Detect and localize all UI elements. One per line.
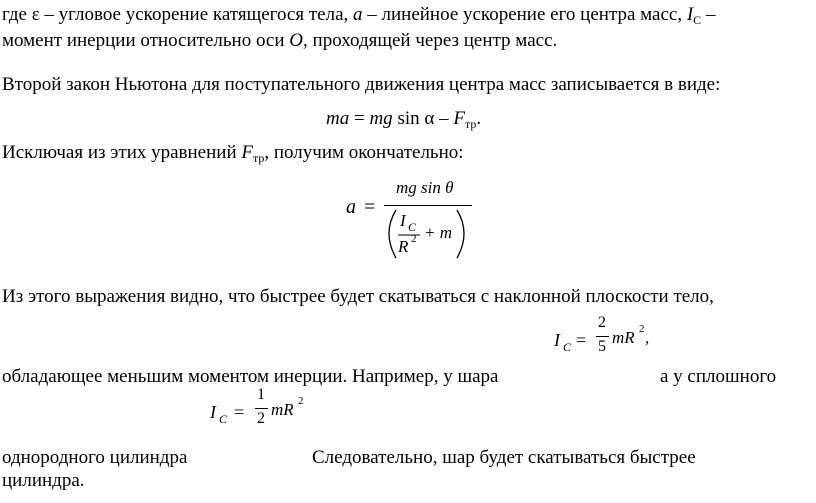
var-F: F [241, 142, 253, 163]
paragraph-sphere-left: обладающее меньшим моментом инерции. Например, у шара [2, 366, 499, 387]
text: момент инерции относительно оси [2, 30, 290, 51]
eq3-sq: 2 [639, 323, 645, 335]
text: , проходящей через центр масс. [303, 30, 558, 51]
eq-tr: тр [464, 117, 477, 131]
paragraph-cylinder-left: однородного цилиндра [2, 447, 188, 468]
var-a: a [353, 4, 363, 25]
eq3-bar [596, 336, 609, 337]
eq3-mR: mR [612, 328, 635, 347]
eq2-equals: = [364, 196, 376, 218]
eq2-C: C [408, 220, 417, 234]
eq4-numerator: 1 [257, 386, 265, 403]
eq4-C: C [219, 412, 228, 426]
eq4-bar [255, 408, 268, 409]
eq-ma: ma [326, 108, 350, 129]
eq3-equals: = [576, 330, 587, 350]
eq2-I: I [400, 211, 406, 230]
paragraph-newton: Второй закон Ньютона для поступательного движения центра масс записывается в виде: [2, 74, 721, 95]
eq3-denominator: 5 [598, 338, 606, 355]
eq3-I: I [554, 330, 560, 350]
eq2-sq: 2 [411, 233, 417, 245]
paragraph-sphere-right: а у сплошного [660, 366, 777, 387]
text: – линейное ускорение его центра масс, [362, 4, 687, 25]
eq3-comma: , [645, 328, 650, 347]
var-I: I [686, 4, 694, 25]
text: – [701, 4, 716, 25]
paragraph-conclusion: Из этого выражения видно, что быстрее будет скатываться с наклонной плоскости тело, [2, 286, 714, 307]
eq2-a: a [346, 196, 356, 218]
equation-acceleration [340, 176, 480, 276]
eq2-plus-m: + m [424, 223, 452, 242]
subscript-tr: тр [252, 151, 265, 165]
eq3-C: C [563, 340, 572, 354]
equation-newton [326, 108, 481, 130]
eq3-numerator: 2 [598, 314, 606, 331]
eq4-sq: 2 [298, 395, 304, 407]
equation-cylinder-inertia [210, 384, 320, 440]
subscript-C: C [693, 13, 702, 27]
text: , получим окончательно: [264, 142, 464, 163]
eq-F: F [453, 108, 465, 129]
var-O: O [289, 30, 304, 51]
eq-sin: sin α – [392, 108, 454, 129]
paragraph-cylinder-right: Следовательно, шар будет скатываться быстрее [312, 447, 696, 468]
eq4-I: I [210, 402, 216, 422]
paragraph-line-2 [2, 30, 557, 52]
text: где ε – угловое ускорение катящегося тела, [2, 4, 353, 25]
eq2-numerator: mg sin θ [396, 178, 454, 197]
eq-mg: mg [369, 108, 393, 129]
eq4-equals: = [234, 402, 245, 422]
eq2-R: R [398, 237, 409, 256]
eq-sign: = [349, 108, 370, 129]
text: Исключая из этих уравнений [2, 142, 242, 163]
equation-sphere-inertia [554, 312, 664, 368]
paragraph-line-1 [2, 4, 715, 27]
eq-dot: . [476, 108, 482, 129]
paragraph-excluding [2, 142, 464, 165]
eq4-mR: mR [271, 400, 294, 419]
paragraph-cylinder-end: цилиндра. [2, 470, 85, 491]
eq4-denominator: 2 [257, 410, 265, 427]
